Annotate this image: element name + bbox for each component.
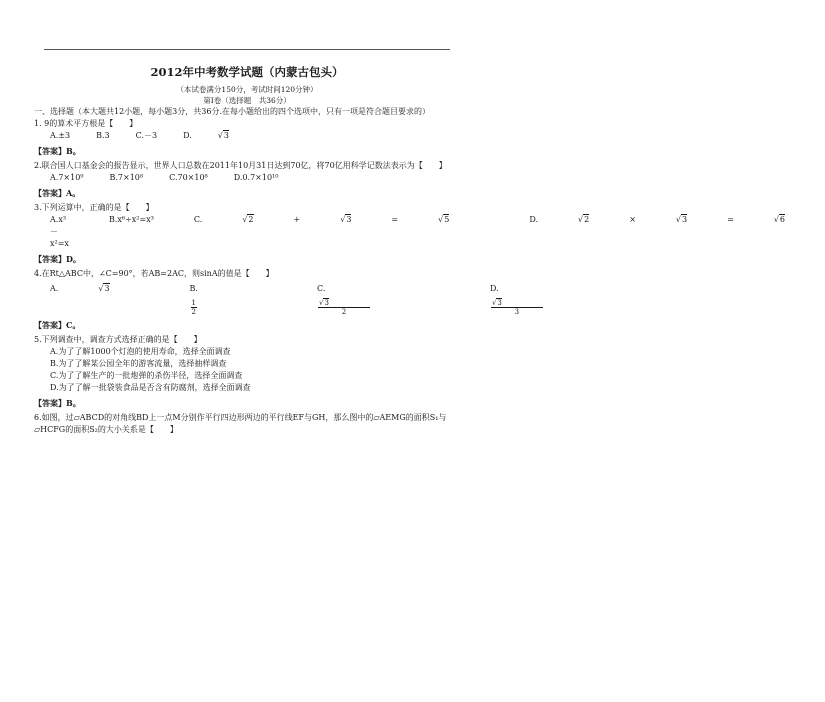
q6-stem: 6.如图，过▱ABCD的对角线BD上一点M分别作平行四边形两边的平行线EF与GH，那么图中的▱AEMG的面积S₁与▱HCFG的面积S₂的大小关系是【 】 [34,413,447,434]
q3-option-d: D. √2 × √3 = √6 [529,215,786,224]
q3-option-c: C. √2 + √3 = √5 [193,215,450,224]
q3-options [34,214,786,250]
q4-option-a: A. √3 [50,284,110,293]
q2-stem: 2.联合国人口基金会的报告显示，世界人口总数在2011年10月31日达到70亿，将70亿用科学记数法表示为【 】 [34,161,447,170]
q4-answer: 【答案】C。 [34,320,81,330]
q2-option-c: C.70×10⁸ [169,173,208,182]
q3-answer: 【答案】D。 [34,254,81,264]
q3-option-a: A.x³－x²=x [50,215,69,248]
q3-stem: 3.下列运算中，正确的是【 】 [34,203,154,212]
q5-option-c: C.为了了解生产的一批炮弹的杀伤半径，选择全面调查 [50,371,243,380]
q5-option-b: B.为了了解某公园全年的游客流量，选择抽样调查 [50,359,227,368]
q4-options [34,280,520,316]
document-body [34,64,786,436]
q3-option-b: B.x⁶÷x²=x³ [108,215,154,224]
q4-stem: 4.在Rt△ABC中，∠C=90°，若AB=2AC，则sinA的值是【 】 [34,269,274,278]
q2-option-d: D.0.7×10¹⁰ [233,173,279,182]
q4-option-d: D. $\frac{√3}{3}$ [490,280,623,316]
q5-option-d: D.为了了解一批袋装食品是否含有防腐剂，选择全面调查 [50,383,251,392]
q4-option-b: B. $\frac{1}{2}$ [189,284,198,316]
q2-options [34,172,460,184]
q1-option-d: D. √3 [183,131,229,140]
exam-info: （本试卷满分150分，考试时间120分钟） [176,85,318,94]
section-header: 第I卷（选择题 共36分） [203,96,291,105]
q2-option-a: A.7×10⁹ [50,173,84,182]
q5-stem: 5.下列调查中，调查方式选择正确的是【 】 [34,335,202,344]
q4-option-c: C. $\frac{√3}{2}$ [317,280,450,316]
q2-answer: 【答案】A。 [34,188,81,198]
header-rule [44,49,450,50]
q2-option-b: B.7×10⁸ [109,173,144,182]
q1-option-a: A.±3 [50,131,71,140]
q1-stem: 1. 9的算术平方根是【 】 [34,119,138,128]
page-title: 2012年中考数学试题（内蒙古包头） [150,65,344,79]
q1-option-c: C.－3 [135,131,158,140]
q1-options [34,130,460,142]
q1-option-b: B.3 [96,131,110,140]
instructions: 一、选择题（本大题共12小题，每小题3分，共36分.在每小题给出的四个选项中，只有一项是符合题目要求的） [34,107,430,116]
q1-answer: 【答案】B。 [34,146,81,156]
q5-answer: 【答案】B。 [34,398,81,408]
q5-option-a: A.为了了解1000个灯泡的使用寿命，选择全面调查 [50,347,231,356]
